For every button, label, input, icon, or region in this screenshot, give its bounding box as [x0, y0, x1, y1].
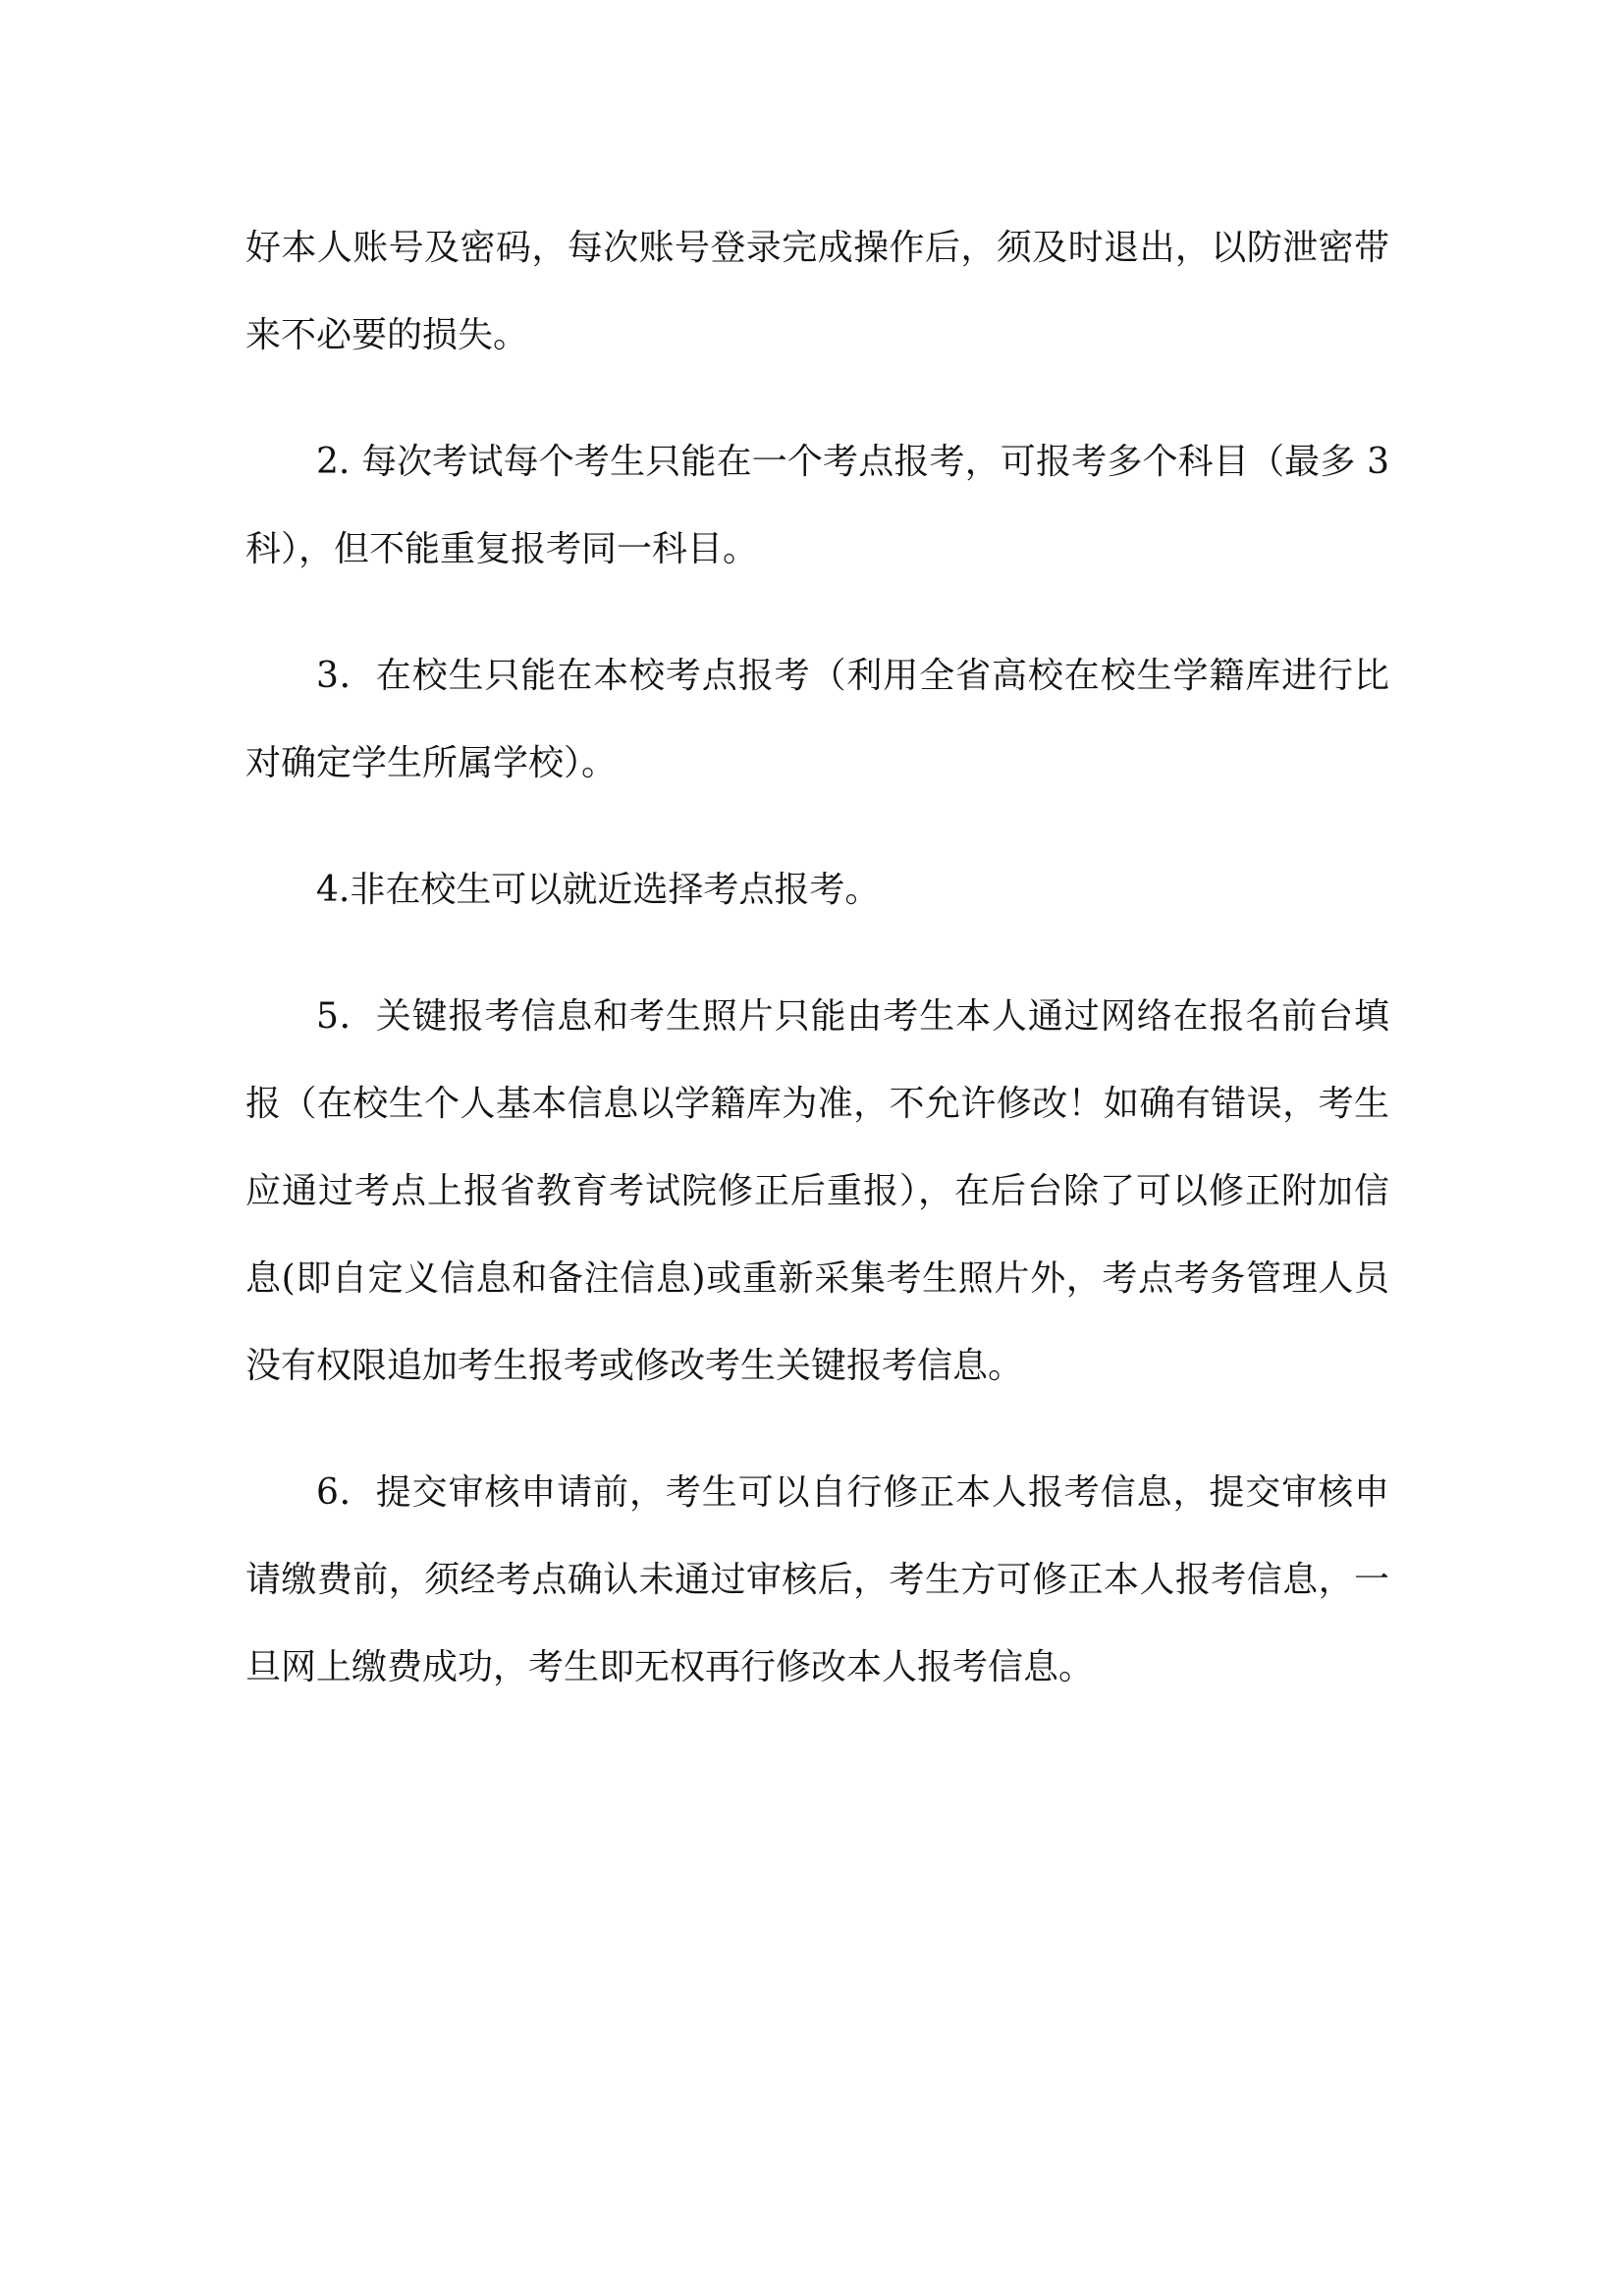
document-body: [245, 204, 1389, 1750]
paragraph-item-2: 2. 每次考试每个考生只能在一个考点报考，可报考多个科目（最多 3 科），但不能重复报考同一科目。: [245, 442, 1389, 569]
paragraph-continuation: 好本人账号及密码，每次账号登录完成操作后，须及时退出，以防泄密带来不必要的损失。: [245, 228, 1389, 355]
paragraph-item-4: 4.非在校生可以就近选择考点报考。: [316, 870, 881, 910]
paragraph-item-5: 5．关键报考信息和考生照片只能由考生本人通过网络在报名前台填报（在校生个人基本信息以学籍库为准，不允许修改！如确有错误，考生应通过考点上报省教育考试院修正后重报），在后台除了可以修正附加信息(即自定义信息和备注信息)或重新采集考生照片外，考点考务管理人员没有权限追加考生报考或修改考生关键报考信息。: [245, 996, 1389, 1386]
paragraph-item-3: 3．在校生只能在本校考点报考（利用全省高校在校生学籍库进行比对确定学生所属学校）。: [245, 656, 1389, 783]
paragraph-item-6: 6．提交审核申请前，考生可以自行修正本人报考信息，提交审核申请缴费前，须经考点确认未通过审核后，考生方可修正本人报考信息，一旦网上缴费成功，考生即无权再行修改本人报考信息。: [245, 1472, 1389, 1687]
